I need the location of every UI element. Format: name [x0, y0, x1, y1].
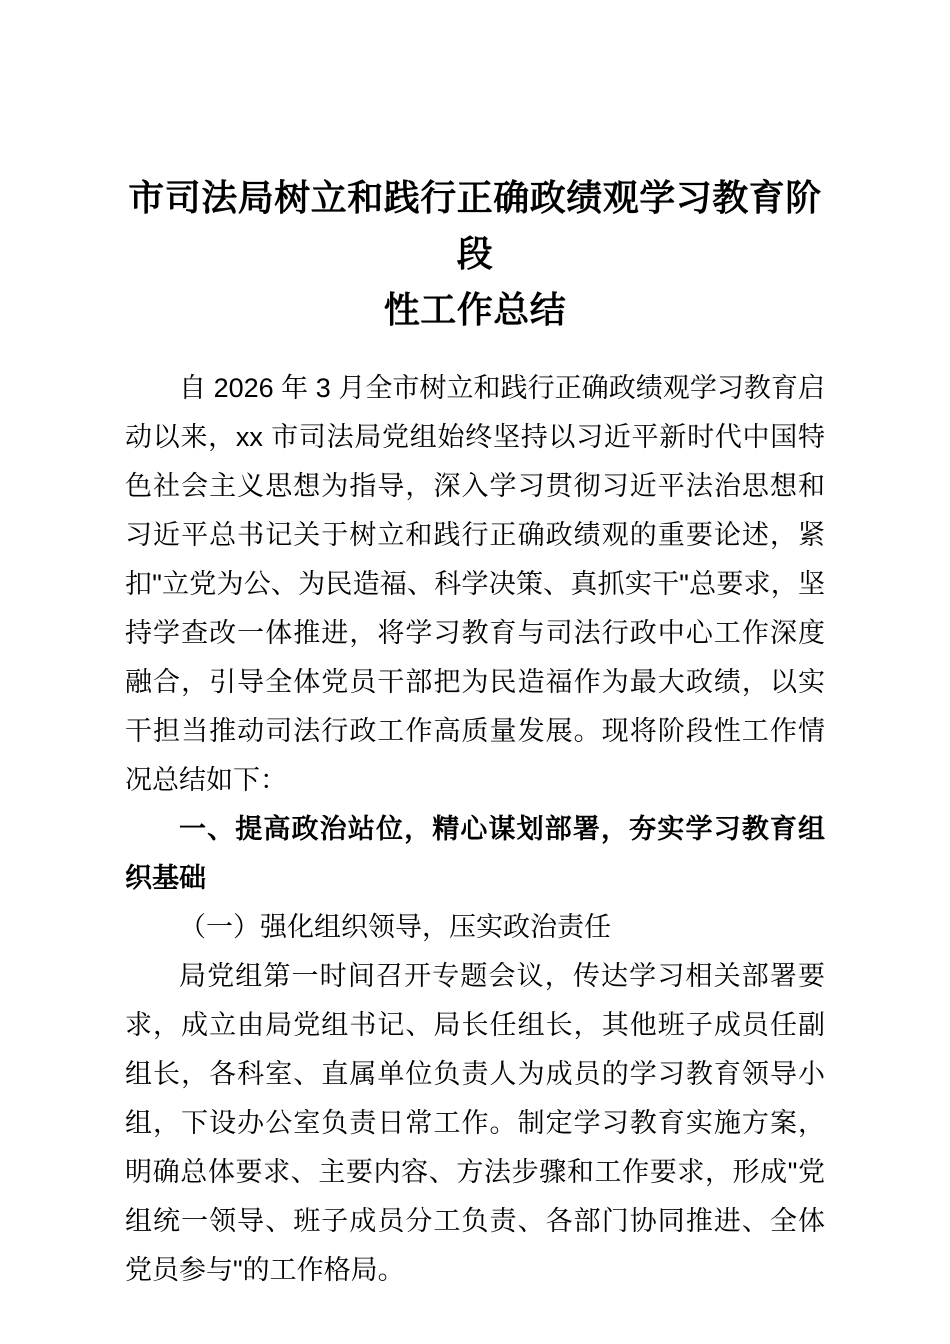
paragraph-intro: 自 2026 年 3 月全市树立和践行正确政绩观学习教育启动以来，xx 市司法局党组始终坚持以习近平新时代中国特色社会主义思想为指导，深入学习贯彻习近平法治思想和习近平总书记关于树立和践行正确政绩观的重要论述，紧扣"立党为公、为民造福、科学决策、真抓实干"总要求，坚持学查改一体推进，将学习教育与司法行政中心工作深度融合，引导全体党员干部把为民造福作为最大政绩，以实干担当推动司法行政工作高质量发展。现将阶段性工作情况总结如下： — [125, 373, 825, 795]
paragraph-body: 局党组第一时间召开专题会议，传达学习相关部署要求，成立由局党组书记、局长任组长，其他班子成员任副组长，各科室、直属单位负责人为成员的学习教育领导小组，下设办公室负责日常工作。制定学习教育实施方案，明确总体要求、主要内容、方法步骤和工作要求，形成"党组统一领导、班子成员分工负责、各部门协同推进、全体党员参与"的工作格局。 — [125, 961, 825, 1285]
document-title — [0, 0, 950, 338]
document-title-line-1: 市司法局树立和践行正确政绩观学习教育阶段 — [128, 177, 822, 274]
section-heading-1: 一、提高政治站位，精心谋划部署，夯实学习教育组织基础 — [125, 814, 825, 893]
document-title-line-2: 性工作总结 — [383, 289, 567, 330]
document-body — [125, 364, 825, 1295]
subsection-heading-1-1: （一）强化组织领导，压实政治责任 — [179, 912, 611, 942]
